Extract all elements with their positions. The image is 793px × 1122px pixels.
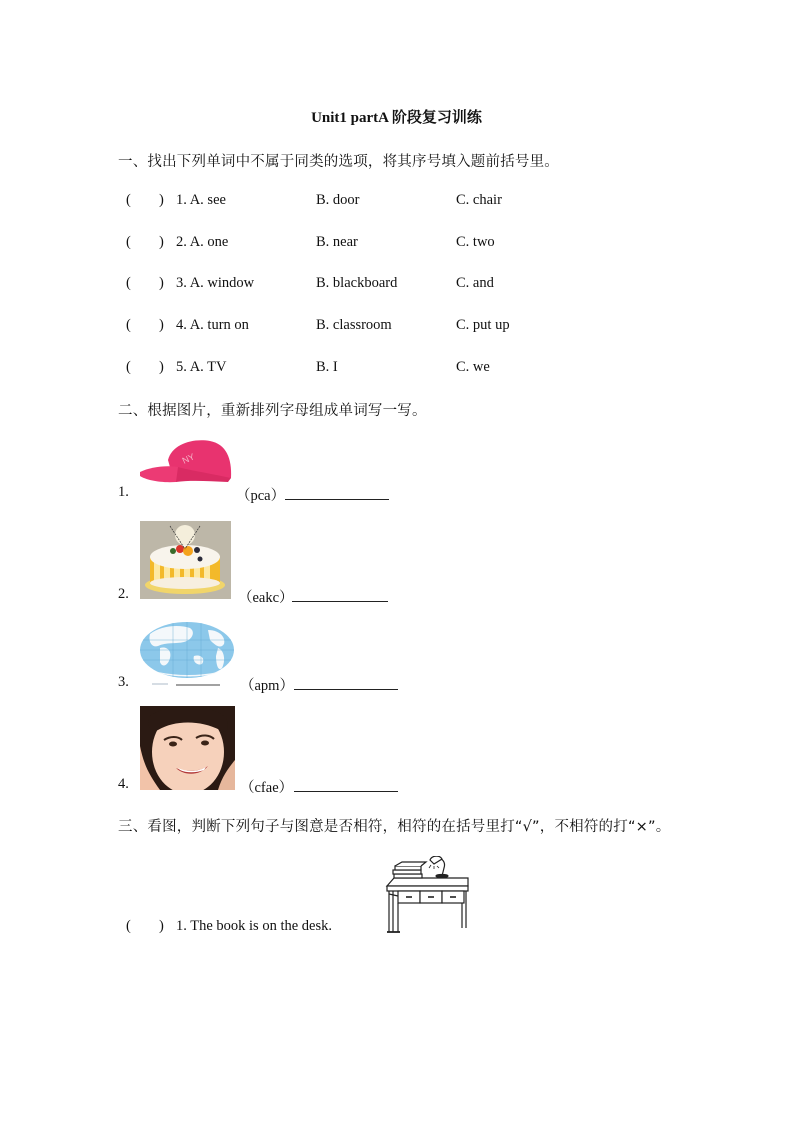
unscramble-item: [118, 520, 418, 605]
answer-paren-open[interactable]: (: [126, 192, 131, 208]
item-number: 3.: [118, 674, 129, 690]
section-1-heading: 一、找出下列单词中不属于同类的选项，将其序号填入题前括号里。: [118, 154, 559, 170]
answer-blank[interactable]: [294, 791, 398, 792]
section-3-heading: 三、看图，判断下列句子与图意是否相符，相符的在括号里打“√”，不相符的打“×”。: [118, 819, 671, 835]
pink-cap-image: [138, 438, 233, 488]
face-image: [140, 706, 235, 790]
answer-paren-close: ): [159, 192, 164, 208]
answer-paren-close: ): [159, 234, 164, 250]
option-a: 3. A. window: [176, 275, 255, 291]
sentence-text: 1. The book is on the desk.: [176, 918, 332, 934]
option-b: B. classroom: [316, 317, 392, 333]
option-b: B. blackboard: [316, 275, 398, 291]
option-b: B. I: [316, 359, 338, 375]
section-2-heading: 二、根据图片，重新排列字母组成单词写一写。: [118, 403, 427, 419]
scrambled-letters: （cfae）: [240, 780, 294, 796]
cake-image: [140, 521, 231, 599]
scrambled-letters: （apm）: [240, 678, 294, 694]
option-c: C. we: [456, 359, 490, 375]
answer-blank[interactable]: [294, 689, 398, 690]
option-b: B. near: [316, 234, 358, 250]
option-b: B. door: [316, 192, 360, 208]
option-a: 4. A. turn on: [176, 317, 249, 333]
item-number: 1.: [118, 484, 129, 500]
answer-paren-open[interactable]: (: [126, 275, 131, 291]
option-c: C. and: [456, 275, 494, 291]
answer-paren-close: ): [159, 359, 164, 375]
option-a: 5. A. TV: [176, 359, 227, 375]
item-number: 4.: [118, 776, 129, 792]
item-number: 2.: [118, 586, 129, 602]
option-c: C. put up: [456, 317, 510, 333]
answer-paren-close: ): [159, 275, 164, 291]
unscramble-item: [118, 618, 418, 693]
answer-paren-open[interactable]: (: [126, 359, 131, 375]
world-map-image: [138, 620, 236, 688]
option-a: 1. A. see: [176, 192, 226, 208]
scrambled-letters: （eakc）: [238, 590, 294, 606]
option-c: C. two: [456, 234, 495, 250]
answer-blank[interactable]: [292, 601, 388, 602]
answer-paren-close: ): [159, 918, 164, 934]
option-c: C. chair: [456, 192, 502, 208]
page-title: Unit1 partA 阶段复习训练: [311, 110, 482, 126]
answer-paren-open[interactable]: (: [126, 317, 131, 333]
answer-paren-close: ): [159, 317, 164, 333]
desk-with-books-image: [384, 856, 472, 934]
answer-blank[interactable]: [285, 499, 389, 500]
unscramble-item: [118, 436, 418, 506]
svg-text:NY: NY: [180, 451, 197, 466]
answer-paren-open[interactable]: (: [126, 918, 131, 934]
unscramble-item: [118, 705, 418, 795]
scrambled-letters: （pca）: [236, 488, 286, 504]
option-a: 2. A. one: [176, 234, 229, 250]
answer-paren-open[interactable]: (: [126, 234, 131, 250]
